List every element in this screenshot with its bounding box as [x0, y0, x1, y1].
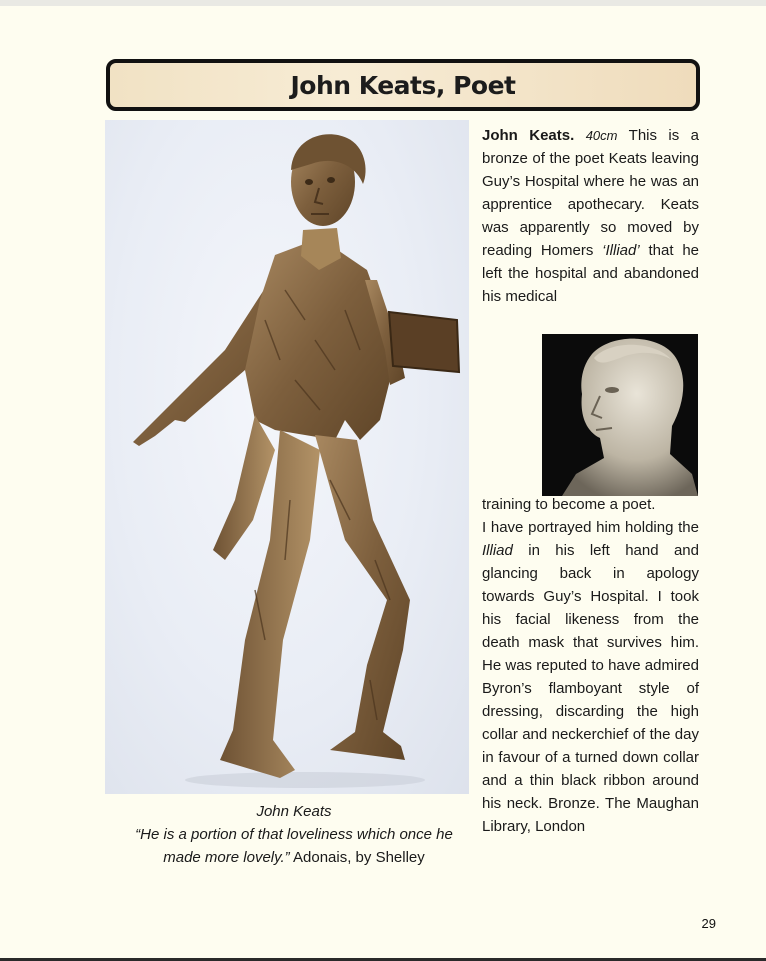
- statue-size: 40cm: [585, 128, 618, 143]
- title-banner: [106, 59, 700, 111]
- caption-title: John Keats: [256, 803, 332, 820]
- paragraph-1-text-b: that he left the hospital and abandoned his medical: [482, 242, 700, 305]
- article-paragraph-1: [482, 124, 699, 308]
- paragraph-2-text-a: I have portrayed him holding the: [482, 519, 699, 536]
- caption-quote: “He is a portion of that loveliness which once he made more lovely.”: [135, 826, 453, 866]
- photo-caption: [120, 800, 468, 869]
- work-title-quoted: ‘Illiad’: [602, 242, 640, 259]
- paragraph-1-text-a: This is a bronze of the poet Keats leaving Guy’s Hospital where he was an apprentice apothecary. Keats was apparently so moved by reading Homers: [482, 127, 699, 259]
- paragraph-2-text-b: in his left hand and glancing back in apology towards Guy’s Hospital. I took his facial likeness from the death mask that survives him. He was reputed to have admired Byron’s flamboyant style of dressing, discarding the high collar and neckerchief of the day in favour of a turned down collar and a thin black ribbon around his neck. Bronze. The Maughan Library, London: [482, 542, 699, 835]
- page-number: 29: [701, 916, 716, 931]
- top-edge: [0, 0, 766, 6]
- work-title: Illiad: [482, 542, 513, 559]
- keats-statue-photo: [105, 120, 469, 794]
- death-mask-illustration: [542, 334, 698, 496]
- page-title: John Keats, Poet: [290, 70, 516, 100]
- subject-name: John Keats.: [482, 127, 575, 144]
- caption-source: Adonais, by Shelley: [293, 849, 425, 866]
- statue-illustration: [105, 120, 469, 794]
- death-mask-photo: [542, 334, 698, 496]
- article-paragraph-2: [482, 516, 699, 838]
- paragraph-1-end: training to become a poet.: [482, 496, 656, 513]
